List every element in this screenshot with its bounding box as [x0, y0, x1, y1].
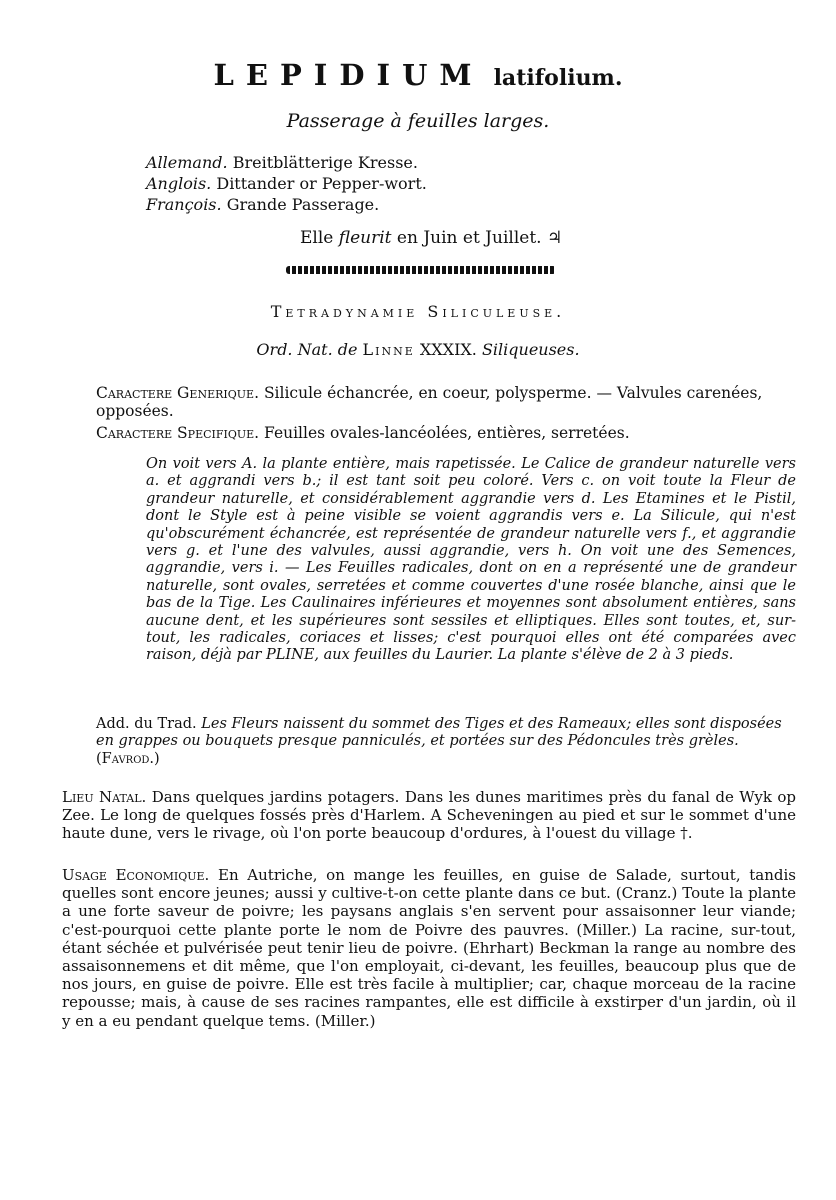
order-number: XXXIX.	[419, 340, 477, 359]
specific-label: Caractere Specifique.	[96, 424, 260, 442]
common-names-list	[146, 152, 427, 215]
translator-addition	[96, 716, 796, 768]
specific-character	[96, 424, 796, 442]
page-title	[0, 58, 836, 92]
french-name: Passerage à feuilles larges.	[286, 110, 550, 132]
generic-label: Caractere Generique.	[96, 384, 259, 402]
economic-usage	[62, 866, 796, 1030]
language-label: François.	[146, 195, 222, 214]
flowering-verb: fleurit	[338, 228, 392, 248]
generic-character	[96, 384, 796, 420]
linnaean-class: Tetradynamie Siliculeuse.	[270, 302, 566, 321]
plate-description: On voit vers A. la plante entière, mais rapetissée. Le Calice de grandeur naturelle vers a. et aggrandi vers b.; il est tant soit peu coloré. Vers c. on voit toute la Fleur de grandeur naturelle, et considérablement aggrandie vers d. Les Etamines et le Pistil, dont le Style est à peine visible se voient aggrandis vers e. La Silicule, qui n'est qu'obscurément échancrée, est représentée de grandeur naturelle vers f., et aggrandie vers g. et l'une des valvules, aussi aggrandie, vers h. On voit une des Semences, aggrandie, vers i. — Les Feuilles radicales, dont on en a représenté une de grandeur naturelle, sont ovales, serretées et comme couvertes d'une rosée blanche, ainsi que le bas de la Tige. Les Caulinaires inférieures et moyennes sont absolument entières, sans aucune dent, et les supérieures sont sessiles et elliptiques. Elles sont toutes, et, sur-tout, les radicales, coriaces et lisses; c'est pourquoi elles ont été comparées avec raison, déjà par PLINE, aux feuilles du Laurier. La plante s'élève de 2 à 3 pieds.	[146, 456, 796, 664]
common-name: Dittander or Pepper-wort.	[216, 174, 427, 193]
common-name-row	[146, 152, 427, 173]
native-habitat	[62, 788, 796, 843]
species-name: latifolium.	[493, 65, 623, 91]
decorative-divider	[286, 266, 556, 274]
order-group: Siliqueuses.	[481, 340, 580, 359]
addition-text: Les Fleurs naissent du sommet des Tiges et des Rameaux; elles sont disposées en grappes ou bouquets presque panniculés, et portées sur des Pédoncules très grèles.	[96, 716, 782, 750]
genus-name: LEPIDIUM	[213, 58, 484, 92]
common-name-row	[146, 194, 427, 215]
addition-source: (Favrod.)	[96, 750, 160, 767]
addition-label: Add. du Trad.	[96, 716, 197, 732]
flowering-months: en Juin et Juillet.	[396, 228, 542, 248]
perennial-symbol: ♃	[546, 228, 563, 248]
language-label: Anglois.	[146, 174, 212, 193]
habitat-text: Dans quelques jardins potagers. Dans les dunes maritimes près du fanal de Wyk op Zee. Le long de quelques fossés près d'Harlem. A Scheveningen au pied et sur le sommet d'une haute dune, vers le rivage, où l'on porte beaucoup d'ordures, à l'ouest du village †.	[62, 788, 796, 843]
order-prefix: Ord. Nat. de	[256, 340, 358, 359]
generic-text: Silicule échancrée, en coeur, polysperme. — Valvules carenées, opposées.	[96, 384, 763, 420]
common-name: Grande Passerage.	[226, 195, 380, 214]
habitat-label: Lieu Natal.	[62, 788, 147, 806]
common-name-row	[146, 173, 427, 194]
order-author: Linne	[362, 340, 415, 359]
flowering-pre: Elle	[300, 228, 334, 248]
flowering-line	[300, 228, 562, 248]
usage-label: Usage Economique.	[62, 866, 210, 884]
usage-text: En Autriche, on mange les feuilles, en guise de Salade, surtout, tandis quelles sont encore jeunes; aussi y cultive-t-on cette plante dans ce but. (Cranz.) Toute la plante a une forte saveur de poivre; les paysans anglais s'en servent pour assaisonner leur viande; c'est-pourquoi cette plante porte le nom de Poivre des pauvres. (Miller.) La racine, sur-tout, étant séchée et pulvérisée peut tenir lieu de poivre. (Ehrhart) Beckman la range au nombre des assaisonnemens et dit même, que l'on employait, ci-devant, les feuilles, beaucoup plus que de nos jours, en guise de poivre. Elle est très facile à multiplier; car, chaque morceau de la racine repousse; mais, à cause de ses racines rampantes, elle est difficile à exstirper d'un jardin, où il y en a eu pendant quelque tems. (Miller.)	[62, 866, 796, 1030]
natural-order-line	[0, 340, 836, 359]
language-label: Allemand.	[146, 153, 228, 172]
specific-text: Feuilles ovales-lancéolées, entières, serretées.	[264, 424, 630, 442]
common-name: Breitblätterige Kresse.	[232, 153, 418, 172]
